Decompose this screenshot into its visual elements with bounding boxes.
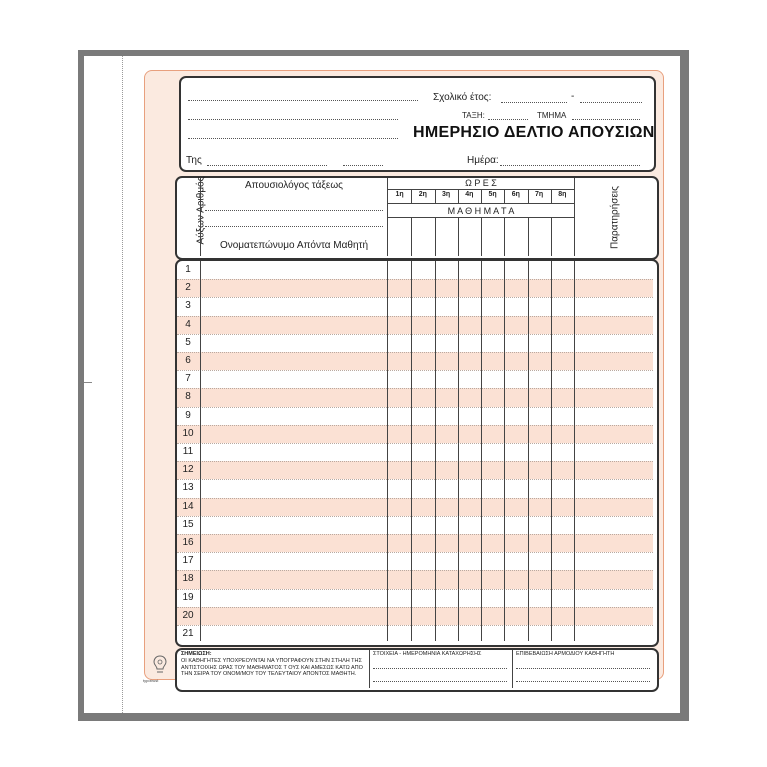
table-row[interactable] <box>177 498 653 516</box>
table-row[interactable] <box>177 316 653 334</box>
row-separator <box>177 297 653 298</box>
reg-number-header: Αύξων Αριθμός <box>195 176 207 245</box>
hour-label-3: 3η <box>442 191 451 198</box>
hour-col-line-lessons-5 <box>504 217 505 256</box>
row-separator <box>177 607 653 608</box>
row-number: 4 <box>185 318 191 330</box>
footer-divider-2 <box>512 650 513 688</box>
hour-col-line-2 <box>435 261 436 641</box>
table-row[interactable] <box>177 570 653 588</box>
row-separator <box>177 479 653 480</box>
hour-col-line-lessons-3 <box>458 217 459 256</box>
row-number: 16 <box>182 537 194 548</box>
row-number: 19 <box>182 591 194 603</box>
table-row[interactable] <box>177 388 653 406</box>
hour-col-line-7 <box>551 261 552 641</box>
row-number: 12 <box>182 464 194 476</box>
row-separator <box>177 316 653 317</box>
col-line-remarks-head <box>574 178 575 256</box>
row-number: 6 <box>185 355 191 366</box>
hour-col-line-lessons-7 <box>551 217 552 256</box>
row-separator <box>177 570 653 571</box>
day-field[interactable] <box>500 165 640 166</box>
school-year-separator: - <box>571 91 575 102</box>
brand-logo-text: typotrust <box>143 678 159 683</box>
row-separator <box>177 352 653 353</box>
hour-label-7: 7η <box>535 191 544 198</box>
tis-field-2[interactable] <box>343 165 383 166</box>
header-blank-line-2[interactable] <box>188 119 398 120</box>
header-blank-line-1[interactable] <box>188 100 418 101</box>
section-label: ΤΜΗΜΑ <box>537 111 567 120</box>
row-separator <box>177 589 653 590</box>
verify-label: ΕΠΙΒΕΒΑΙΩΣΗ ΑΡΜΟΔΙΟΥ ΚΑΘΗΓΗΤΗ <box>516 651 615 657</box>
header-blank-line-3[interactable] <box>188 138 398 139</box>
verify-field-1[interactable] <box>516 668 650 669</box>
row-number: 9 <box>185 409 191 421</box>
row-number: 20 <box>182 609 194 621</box>
data-entry-field-1[interactable] <box>373 668 507 669</box>
hour-col-line-lessons-1 <box>411 217 412 256</box>
row-separator <box>177 498 653 499</box>
col-line-remarks <box>574 261 575 641</box>
hour-col-line-head-6 <box>528 190 529 203</box>
hour-label-2: 2η <box>418 191 427 198</box>
row-separator <box>177 461 653 462</box>
hour-labels-divider <box>388 203 574 204</box>
data-entry-label: ΣΤΟΙΧΕΙΑ - ΗΜΕΡΟΜΗΝΙΑ ΚΑΤΑΧΩΡΗΣΗΣ <box>373 651 482 657</box>
lessons-header: Μ Α Θ Η Μ Α Τ Α <box>447 206 515 216</box>
absence-officer-header: Απουσιολόγος τάξεως <box>245 180 343 191</box>
row-separator <box>177 279 653 280</box>
hour-col-line-lessons-2 <box>435 217 436 256</box>
row-number: 14 <box>182 500 194 512</box>
table-row[interactable] <box>177 479 653 497</box>
class-field[interactable] <box>488 119 528 120</box>
row-separator <box>177 443 653 444</box>
row-separator <box>177 388 653 389</box>
table-row[interactable] <box>177 334 653 352</box>
hour-col-line-lessons-6 <box>528 217 529 256</box>
data-entry-field-2[interactable] <box>373 681 507 682</box>
row-separator <box>177 516 653 517</box>
hour-label-4: 4η <box>465 191 474 198</box>
table-row[interactable] <box>177 589 653 607</box>
row-number: 15 <box>182 518 194 530</box>
row-number: 13 <box>182 482 194 494</box>
hour-col-line-head-7 <box>551 190 552 203</box>
col-line-regnum <box>200 261 201 641</box>
school-year-end-field[interactable] <box>580 102 642 103</box>
row-number: 7 <box>185 373 191 385</box>
row-separator <box>177 407 653 408</box>
school-year-label: Σχολικό έτος: <box>433 92 492 103</box>
hour-col-line-3 <box>458 261 459 641</box>
row-number: 21 <box>182 628 194 639</box>
perforation-line <box>122 56 123 713</box>
tis-field-1[interactable] <box>207 165 327 166</box>
hour-label-5: 5η <box>488 191 497 198</box>
hour-label-1: 1η <box>395 191 404 198</box>
hour-col-line-1 <box>411 261 412 641</box>
row-separator <box>177 534 653 535</box>
table-row[interactable] <box>177 443 653 461</box>
table-row[interactable] <box>177 461 653 479</box>
hour-col-line-head-4 <box>481 190 482 203</box>
row-number: 17 <box>182 555 194 567</box>
remarks-header: Παρατηρήσεις <box>609 186 621 249</box>
table-row[interactable] <box>177 552 653 570</box>
day-label: Ημέρα: <box>467 155 499 166</box>
hour-col-line-5 <box>504 261 505 641</box>
table-row[interactable] <box>177 352 653 370</box>
row-number: 5 <box>185 336 191 348</box>
row-number: 18 <box>182 573 194 585</box>
hour-col-line-head-1 <box>411 190 412 203</box>
row-number: 11 <box>182 446 194 457</box>
binding-mark <box>84 382 92 383</box>
student-name-header: Ονοματεπώνυμο Απόντα Μαθητή <box>219 240 369 251</box>
form-title: ΗΜΕΡΗΣΙΟ ΔΕΛΤΙΟ ΑΠΟΥΣΙΩΝ <box>413 124 655 141</box>
table-row[interactable] <box>177 607 653 625</box>
footer-divider-1 <box>369 650 370 688</box>
verify-field-2[interactable] <box>516 681 650 682</box>
table-row[interactable] <box>177 279 653 297</box>
note-text: ΟΙ ΚΑΘΗΓΗΤΕΣ ΥΠΟΧΡΕΟΥΝΤΑΙ ΝΑ ΥΠΟΓΡΑΦΟΥΝ ΣΤΗΝ ΣΤΗΛΗ ΤΗΣ ΑΝΤΙΣΤΟΙΧΗΣ ΩΡΑΣ ΤΟΥ ΜΑΘΗΜΑΤΟΣ Τ ΟΥΣ ΚΑΙ ΑΜΕΣΩΣ ΚΑΤΩ ΑΠΟ ΤΗΝ ΣΕΙΡΑ ΤΟΥ ΟΝΟΜ/ΜΟΥ ΤΟΥ ΤΕΛΕΥΤΑΙΟΥ ΑΠΟΝΤΟΣ ΜΑΘΗΤΗ. <box>181 658 363 677</box>
hour-col-line-head-2 <box>435 190 436 203</box>
hour-label-8: 8η <box>558 191 567 198</box>
row-number: 1 <box>185 264 191 275</box>
hour-col-line-head-5 <box>504 190 505 203</box>
col-line-name-head <box>387 178 388 256</box>
school-year-start-field[interactable] <box>501 102 567 103</box>
row-separator <box>177 552 653 553</box>
row-number: 10 <box>182 427 194 439</box>
col-line-regnum-head <box>200 178 201 256</box>
absence-officer-line-1[interactable] <box>205 210 383 211</box>
section-field[interactable] <box>572 119 640 120</box>
table-row[interactable] <box>177 534 653 552</box>
hour-col-line-head-3 <box>458 190 459 203</box>
row-separator <box>177 334 653 335</box>
hour-col-line-4 <box>481 261 482 641</box>
hour-label-6: 6η <box>511 191 520 198</box>
row-separator <box>177 370 653 371</box>
table-row[interactable] <box>177 370 653 388</box>
row-number: 8 <box>185 391 191 403</box>
table-row[interactable] <box>177 297 653 315</box>
row-number: 3 <box>185 300 191 312</box>
table-row[interactable] <box>177 425 653 443</box>
brand-logo-icon <box>150 654 170 678</box>
table-row[interactable] <box>177 625 653 643</box>
note-title: ΣΗΜΕΙΩΣΗ: <box>181 651 212 657</box>
table-row[interactable] <box>177 407 653 425</box>
col-line-name <box>387 261 388 641</box>
row-number: 2 <box>185 282 191 294</box>
hour-col-line-lessons-4 <box>481 217 482 256</box>
hour-col-line-6 <box>528 261 529 641</box>
table-row[interactable] <box>177 261 653 279</box>
row-separator <box>177 625 653 626</box>
hours-header: Ω Ρ Ε Σ <box>465 178 497 188</box>
table-row[interactable] <box>177 516 653 534</box>
class-label: ΤΑΞΗ: <box>462 111 485 120</box>
absence-officer-line-2[interactable] <box>205 226 383 227</box>
row-separator <box>177 425 653 426</box>
tis-label: Της <box>186 155 202 166</box>
